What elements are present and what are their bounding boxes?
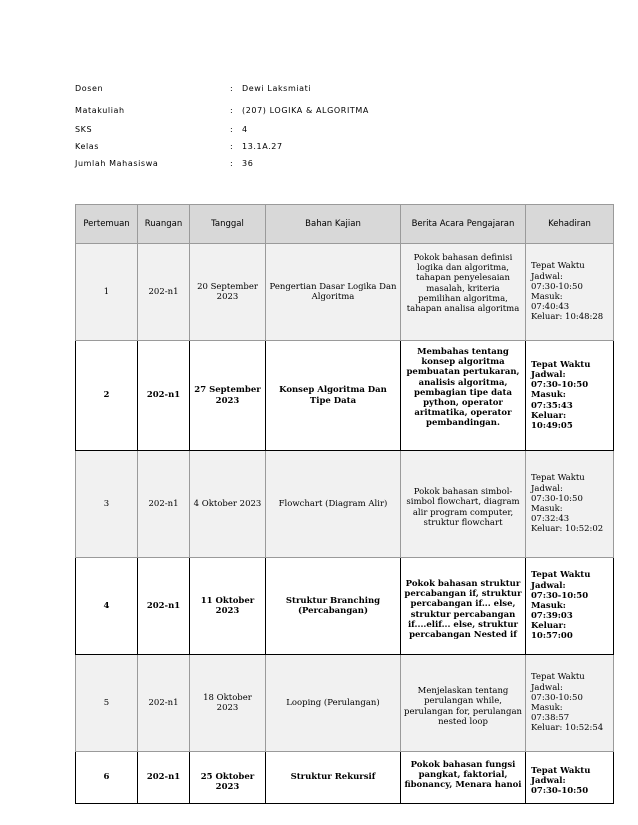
cell-kehadiran	[526, 752, 614, 804]
keluar: Keluar: 10:57:00	[531, 621, 573, 642]
sks-value: 4	[242, 125, 248, 134]
cell-bahan: Flowchart (Diagram Alir)	[266, 451, 401, 558]
dosen-value: Dewi Laksmiati	[242, 83, 312, 93]
cell-tanggal: 25 Oktober 2023	[190, 752, 266, 804]
status: Tepat Waktu	[531, 473, 585, 484]
info-row-jumlah	[75, 155, 369, 172]
separator: :	[230, 105, 234, 115]
masuk-label: Masuk:	[531, 390, 566, 401]
cell-kehadiran	[526, 558, 614, 655]
info-row-sks	[75, 121, 369, 138]
kelas-label: Kelas	[75, 142, 100, 151]
course-info	[75, 77, 369, 172]
cell-bahan: Looping (Perulangan)	[266, 655, 401, 752]
cell-kehadiran	[526, 244, 614, 341]
cell-pertemuan: 1	[76, 244, 138, 341]
jadwal-label: Jadwal:	[531, 776, 566, 787]
cell-ruangan: 202-n1	[138, 752, 190, 804]
cell-kehadiran	[526, 451, 614, 558]
header-berita-acara: Berita Acara Pengajaran	[401, 205, 526, 244]
status: Tepat Waktu	[531, 570, 591, 581]
attendance-table	[75, 204, 614, 804]
matakuliah-label: Matakuliah	[75, 105, 125, 115]
cell-berita: Pokok bahasan simbol-simbol flowchart, diagram alir program computer, struktur flowchart	[401, 451, 526, 558]
jadwal-label: Jadwal:	[531, 271, 563, 282]
cell-bahan: Pengertian Dasar Logika Dan Algoritma	[266, 244, 401, 341]
cell-kehadiran	[526, 655, 614, 752]
jumlah-value: 36	[242, 159, 254, 168]
jadwal-label: Jadwal:	[531, 483, 563, 494]
kelas-value: 13.1A.27	[242, 142, 283, 151]
cell-pertemuan: 5	[76, 655, 138, 752]
status: Tepat Waktu	[531, 359, 591, 370]
status: Tepat Waktu	[531, 766, 591, 776]
cell-tanggal: 18 Oktober 2023	[190, 655, 266, 752]
cell-bahan: Struktur Branching (Percabangan)	[266, 558, 401, 655]
masuk-value: 07:32:43	[531, 514, 570, 525]
keluar: Keluar: 10:49:05	[531, 410, 573, 431]
jadwal-label: Jadwal:	[531, 682, 563, 693]
cell-tanggal: 20 September 2023	[190, 244, 266, 341]
table-row	[76, 341, 614, 451]
keluar: Keluar: 10:48:28	[531, 312, 604, 323]
sks-label: SKS	[75, 125, 93, 134]
cell-berita: Pokok bahasan fungsi pangkat, faktorial, fibonancy, Menara hanoi	[401, 752, 526, 804]
table-row	[76, 752, 614, 804]
jadwal-value: 07:30-10:50	[531, 590, 589, 601]
cell-ruangan: 202-n1	[138, 451, 190, 558]
cell-berita: Pokok bahasan struktur percabangan if, struktur percabangan if... else, struktur percabangan if....elif... else, struktur percabangan Nested if	[401, 558, 526, 655]
jadwal-label: Jadwal:	[531, 580, 566, 591]
cell-kehadiran	[526, 341, 614, 451]
cell-ruangan: 202-n1	[138, 244, 190, 341]
cell-berita: Menjelaskan tentang perulangan while, perulangan for, perulangan nested loop	[401, 655, 526, 752]
cell-tanggal: 11 Oktober 2023	[190, 558, 266, 655]
cell-pertemuan: 2	[76, 341, 138, 451]
table-row	[76, 655, 614, 752]
status: Tepat Waktu	[531, 672, 585, 683]
cell-pertemuan: 3	[76, 451, 138, 558]
info-row-matakuliah	[75, 99, 369, 121]
cell-pertemuan: 4	[76, 558, 138, 655]
matakuliah-value: (207) LOGIKA & ALGORITMA	[242, 105, 369, 115]
header-pertemuan: Pertemuan	[76, 205, 138, 244]
table-header-row	[76, 205, 614, 244]
separator: :	[230, 142, 234, 151]
masuk-label: Masuk:	[531, 600, 566, 611]
jadwal-value: 07:30-10:50	[531, 281, 583, 292]
jadwal-value: 07:30-10:50	[531, 692, 583, 703]
header-ruangan: Ruangan	[138, 205, 190, 244]
masuk-label: Masuk:	[531, 504, 563, 514]
jadwal-value: 07:30-10:50	[531, 493, 583, 504]
masuk-value: 07:39:03	[531, 611, 573, 622]
masuk-value: 07:35:43	[531, 400, 573, 411]
info-row-kelas	[75, 138, 369, 155]
keluar: Keluar: 10:52:02	[531, 524, 604, 535]
masuk-value: 07:40:43	[531, 302, 570, 313]
separator: :	[230, 159, 234, 168]
cell-bahan: Konsep Algoritma Dan Tipe Data	[266, 341, 401, 451]
status: Tepat Waktu	[531, 261, 585, 272]
cell-tanggal: 27 September 2023	[190, 341, 266, 451]
masuk-label: Masuk:	[531, 703, 563, 713]
cell-ruangan: 202-n1	[138, 341, 190, 451]
cell-bahan: Struktur Rekursif	[266, 752, 401, 804]
jumlah-label: Jumlah Mahasiswa	[75, 159, 159, 168]
masuk-label: Masuk:	[531, 292, 563, 302]
header-bahan-kajian: Bahan Kajian	[266, 205, 401, 244]
jadwal-value: 07:30-10:50	[531, 786, 589, 797]
table-row	[76, 451, 614, 558]
jadwal-value: 07:30-10:50	[531, 380, 589, 391]
jadwal-label: Jadwal:	[531, 370, 566, 381]
cell-berita: Membahas tentang konsep algoritma pembuatan pertukaran, analisis algoritma, pembagian tipe data python, operator aritmatika, operator pembandingan.	[401, 341, 526, 451]
dosen-label: Dosen	[75, 83, 104, 93]
separator: :	[230, 83, 234, 93]
table-row	[76, 558, 614, 655]
masuk-value: 07:38:57	[531, 713, 570, 724]
cell-ruangan: 202-n1	[138, 655, 190, 752]
info-row-dosen	[75, 77, 369, 99]
table-row	[76, 244, 614, 341]
cell-berita: Pokok bahasan definisi logika dan algoritma, tahapan penyelesaian masalah, kriteria pemilihan algoritma, tahapan analisa algoritma	[401, 244, 526, 341]
keluar: Keluar: 10:52:54	[531, 723, 604, 734]
header-kehadiran: Kehadiran	[526, 205, 614, 244]
separator: :	[230, 125, 234, 134]
cell-tanggal: 4 Oktober 2023	[190, 451, 266, 558]
cell-pertemuan: 6	[76, 752, 138, 804]
header-tanggal: Tanggal	[190, 205, 266, 244]
cell-ruangan: 202-n1	[138, 558, 190, 655]
